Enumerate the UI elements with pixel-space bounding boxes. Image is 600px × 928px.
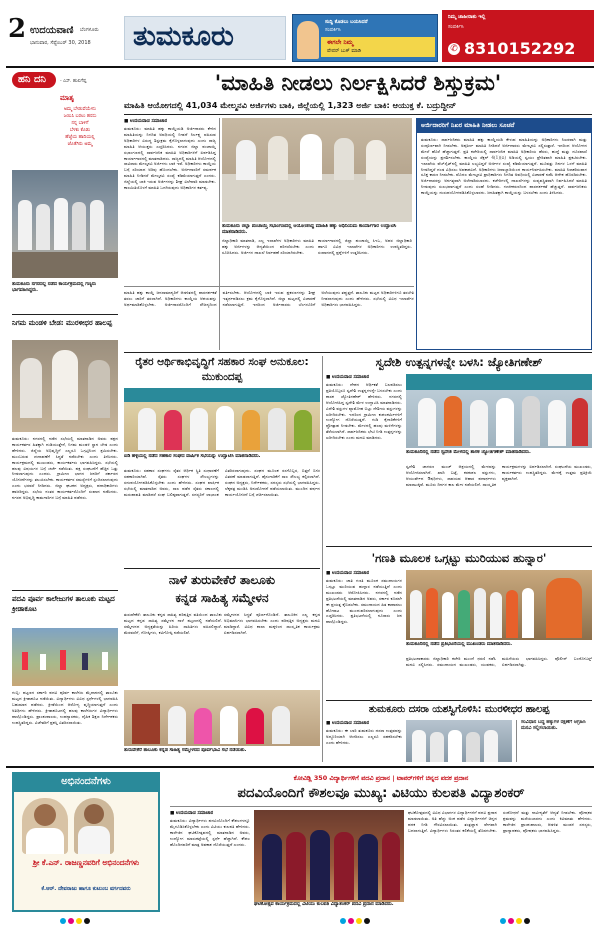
lead-photo xyxy=(222,118,412,222)
ad-phone-number: 8310152292 xyxy=(464,39,576,58)
swadeshi-body-1: ತುಮಕೂರು: ದೇಶದ ಆರ್ಥಿಕತೆ ಬಲಪಡಿಸಲು ಪ್ರತಿಯೊಬ್ಬರೂ ಸ್ವದೇಶಿ ಉತ್ಪನ್ನಗಳನ್ನೇ ಬಳಸಬೇಕು ಎಂದು ಶಾಸಕ ಜ್ಯೋತಿಗಣೇಶ್ ಹೇಳಿದರು. ನಗರದಲ್ಲಿ ಆಯೋಜಿಸಿದ್ದ ಸ್ವದೇಶಿ ಮೇಳ ಉದ್ಘಾಟಿಸಿ ಮಾತನಾಡಿದರು. ವಿದೇಶಿ ವಸ್ತುಗಳ ವ್ಯಾಮೋಹ ಬಿಟ್ಟು ದೇಶೀಯ ವಸ್ತುಗಳನ್ನು ಖರೀದಿಸಬೇಕು. ಇದರಿಂದ ಗ್ರಾಮೀಣ ಕುಶಲಕರ್ಮಿಗಳಿಗೆ ಉದ್ಯೋಗ ದೊರೆಯುತ್ತದೆ. ಗುಡಿ ಕೈಗಾರಿಕೆಗಳಿಗೆ ಪ್ರೋತ್ಸಾಹ ನೀಡಬೇಕು. ಮೇಳದಲ್ಲಿ ಹಲವು ಮಳಿಗೆಗಳನ್ನು ತೆರೆಯಲಾಗಿದೆ. ಸಾರ್ವಜನಿಕರು ಭೇಟಿ ನೀಡಿ ಉತ್ಪನ್ನಗಳನ್ನು ಖರೀದಿಸಬೇಕು ಎಂದು ಮನವಿ ಮಾಡಿದರು. xyxy=(326,382,402,441)
issue-date: ಭಾನುವಾರ, ಸೆಪ್ಟೆಂಬರ್ 30, 2018 xyxy=(30,40,91,46)
phone-icon: ✆ xyxy=(448,43,460,55)
farmers-headline-text: ರೈತರ ಆರ್ಥಿಕಾಭಿವೃದ್ಧಿಗೆ ಸಹಕಾರ ಸಂಘ ಅನುಕೂಲ: ಮುಕುಂದಪ್ಪ xyxy=(135,356,309,383)
ad1-line3: ಈಗಲೇ ನಿಮ್ಮ xyxy=(327,39,354,46)
lead-lower-body: ಮಾಹಿತಿ ಹಕ್ಕು ಕಾಯ್ದೆ ಜನಸಾಮಾನ್ಯರಿಗೆ ಆಡಳಿತದಲ್ಲಿ ಪಾರದರ್ಶಕತೆ ತರಲು ಜಾರಿಗೆ ತರಲಾಗಿದೆ. ಅಧಿಕಾರಿಗಳು ಕಾಯ್ದೆಯ ಆಶಯವನ್ನು ಅರ್ಥಮಾಡಿಕೊಳ್ಳಬೇಕು. ಅರ್ಜಿದಾರರೊಂದಿಗೆ ಸೌಜನ್ಯದಿಂದ ವರ್ತಿಸಬೇಕು. ಆಯೋಗದಲ್ಲಿ ಬಾಕಿ ಇರುವ ಪ್ರಕರಣಗಳನ್ನು ಶೀಘ್ರ ಇತ್ಯರ್ಥಪಡಿಸಲು ಕ್ರಮ ಕೈಗೊಳ್ಳಲಾಗಿದೆ. ಜಿಲ್ಲಾ ಮಟ್ಟದಲ್ಲಿ ವಿಚಾರಣೆ ನಡೆಸಲಾಗುತ್ತಿದೆ. ಇದರಿಂದ ಅರ್ಜಿದಾರರು ಬೆಂಗಳೂರಿಗೆ ಅಲೆಯುವುದು ತಪ್ಪುತ್ತದೆ. ತಾಲೂಕು ಮಟ್ಟದ ಅಧಿಕಾರಿಗಳಿಗೂ ತರಬೇತಿ ನೀಡಲಾಗುವುದು ಎಂದು ಹೇಳಿದರು. ಸಭೆಯಲ್ಲಿ ವಿವಿಧ ಇಲಾಖೆಗಳ ಅಧಿಕಾರಿಗಳು ಭಾಗವಹಿಸಿದ್ದರು. xyxy=(124,290,414,307)
swadeshi-photo xyxy=(406,374,592,448)
city-title: ತುಮಕೂರು xyxy=(133,21,234,52)
ganati-headline: 'ಗಣತಿ ಮೂಲಕ ಒಗ್ಗಟ್ಟು ಮುರಿಯುವ ಹುನ್ನಾರ' xyxy=(371,551,547,565)
footer-top-rule xyxy=(6,766,594,768)
poem-lines xyxy=(42,106,118,148)
abhinandane-name: ಶ್ರೀ ಕೆ.ಎನ್. ರಾಜಣ್ಣನವರಿಗೆ ಅಭಿನಂದನೆಗಳು xyxy=(32,858,140,867)
dasara-sidebar-text: ಸಂವಿಧಾನ ಬದ್ಧ ಹಕ್ಕುಗಳ ರಕ್ಷಣೆಗೆ ಆಗ್ರಹಿಸಿ ಮನವಿ ಸಲ್ಲಿಸಲಾಯಿತು. xyxy=(521,720,586,731)
lead-body-col2: ಜಿಲ್ಲಾಧಿಕಾರಿ ಮಾತನಾಡಿ, ಎಲ್ಲ ಇಲಾಖೆಗಳ ಅಧಿಕಾರಿಗಳು ಮಾಹಿತಿ ಹಕ್ಕು ಅರ್ಜಿಗಳನ್ನು ಆದ್ಯತೆಯಿಂದ ಪರಿಗಣಿಸಬೇಕು ಎಂದು ಸೂಚಿಸಿದರು. ಅರ್ಜಿಗಳ ದಾಖಲೆ ನಿರ್ವಹಣೆ ಸರಿಯಾಗಿರಬೇಕು. xyxy=(222,238,314,255)
left-rule xyxy=(12,314,118,315)
lead-photo-caption: ತುಮಕೂರು ಜಿಲ್ಲಾ ಪಂಚಾಯ್ತಿ ಸಭಾಂಗಣದಲ್ಲಿ ಆಯೋಜಿಸಿದ್ದ ಮಾಹಿತಿ ಹಕ್ಕು ಅಧಿನಿಯಮ ಕಾರ್ಯಾಗಾರ ಉದ್ಘಾಟಿಸಿ ಮಾತನಾಡಿದರು. xyxy=(222,224,397,235)
lead-boxed-story xyxy=(416,118,592,350)
registration-marks-left xyxy=(60,918,90,924)
abhinandane-banner: ಅಭಿನಂದನೆಗಳು xyxy=(61,776,111,787)
sahitya-headline-l1: ನಾಳೆ ತುರುವೇಕೆರೆ ತಾಲೂಕು xyxy=(168,573,276,587)
registration-marks-right xyxy=(500,918,530,924)
footer-headline: ಪದವಿಯೊಂದಿಗೆ ಕೌಶಲವೂ ಮುಖ್ಯ: ವಿಟಿಯು ಕುಲಪತಿ ವಿದ್ಯಾಶಂಕರ್ xyxy=(237,786,525,801)
footer-photo xyxy=(254,810,404,902)
abhinandane-portrait xyxy=(22,798,68,854)
city-title-box xyxy=(124,16,286,60)
hani-dani-box xyxy=(12,70,118,170)
section-rule-3 xyxy=(326,700,592,701)
poem-line: ಜಯಿಸಿ ಬರಲು ಹರಸು xyxy=(63,114,97,119)
lead-body-col3: ಕಾರ್ಯಾಗಾರದಲ್ಲಿ ಜಿಲ್ಲಾ ಪಂಚಾಯ್ತಿ ಸಿಇಒ, ಅಪರ ಜಿಲ್ಲಾಧಿಕಾರಿ ಹಾಗೂ ವಿವಿಧ ಇಲಾಖೆಗಳ ಅಧಿಕಾರಿಗಳು ಉಪಸ್ಥಿತರಿದ್ದರು. ಸಂವಾದದಲ್ಲಿ ಪ್ರಶ್ನೆಗಳಿಗೆ ಉತ್ತರಿಸಿದರು. xyxy=(318,238,412,255)
sahitya-headline-l2: ಕನ್ನಡ ಸಾಹಿತ್ಯ ಸಮ್ಮೇಳನ xyxy=(175,591,269,605)
left-photo-1 xyxy=(12,170,118,278)
sahitya-body-2: ಸಮ್ಮೇಳನದ ಸಿದ್ಧತೆ ಪೂರ್ಣಗೊಂಡಿದೆ. ತಾಲೂಕಿನ ಎಲ್ಲ ಕನ್ನಡ ಅಭಿಮಾನಿಗಳು ಭಾಗವಹಿಸಬೇಕು ಎಂದು ಪರಿಷತ್ತಿನ ಅಧ್ಯಕ್ಷರು ಮನವಿ ಮಾಡಿದ್ದಾರೆ. ವಿವಿಧ ಶಾಲಾ ಮಕ್ಕಳಿಂದ ಸಾಂಸ್ಕೃತಿಕ ಕಾರ್ಯಕ್ರಮ ಏರ್ಪಡಿಸಲಾಗಿದೆ. xyxy=(224,612,320,635)
lead-body-col1: ತುಮಕೂರು: ಮಾಹಿತಿ ಹಕ್ಕು ಕಾಯ್ದೆಯಡಿ ಅರ್ಜಿದಾರರು ಕೇಳಿದ ಮಾಹಿತಿಯನ್ನು ನಿಗದಿತ ಅವಧಿಯಲ್ಲಿ ನೀಡದೆ ನಿರ್ಲಕ್ಷ್ಯ ವಹಿಸುವ ಅಧಿಕಾರಿಗಳ ವಿರುದ್ಧ ಶಿಸ್ತುಕ್ರಮ ಕೈಗೊಳ್ಳಲಾಗುವುದು ಎಂದು ರಾಜ್ಯ ಮಾಹಿತಿ ಆಯುಕ್ತರು ಎಚ್ಚರಿಸಿದರು. ನಗರದ ಜಿಲ್ಲಾ ಪಂಚಾಯ್ತಿ ಸಭಾಂಗಣದಲ್ಲಿ ಸಾರ್ವಜನಿಕ ಮಾಹಿತಿ ಅಧಿಕಾರಿಗಳಿಗೆ ಏರ್ಪಡಿಸಿದ್ದ ಕಾರ್ಯಾಗಾರದಲ್ಲಿ ಮಾತನಾಡಿದರು. ರಾಜ್ಯದಲ್ಲಿ ಮಾಹಿತಿ ಆಯೋಗದಲ್ಲಿ ಸಾವಿರಾರು ಮೇಲ್ಮನವಿ ಅರ್ಜಿಗಳು ಬಾಕಿ ಇವೆ. ಅಧಿಕಾರಿಗಳು ಕಾಯ್ದೆಯ ಬಗ್ಗೆ ಸರಿಯಾದ ಅರಿವು ಹೊಂದಬೇಕು. ಅರ್ಜಿದಾರರಿಗೆ ಸಮರ್ಪಕ ಮಾಹಿತಿ ನೀಡಿದರೆ ಮೇಲ್ಮನವಿ ಸಂಖ್ಯೆ ಕಡಿಮೆಯಾಗುತ್ತದೆ ಎಂದರು. ಜಿಲ್ಲೆಯಲ್ಲಿ ಬಾಕಿ ಇರುವ ಅರ್ಜಿಗಳನ್ನು ಶೀಘ್ರ ವಿಲೇವಾರಿ ಮಾಡಬೇಕು. ಕಾಲಮಿತಿಯೊಳಗೆ ಮಾಹಿತಿ ಒದಗಿಸುವುದು ಅಧಿಕಾರಿಗಳ ಕರ್ತವ್ಯ. xyxy=(124,126,216,191)
dasara-photo xyxy=(406,720,512,762)
ad1-line1: ಸುದ್ದಿ ಕೊಡಲು ಬಯಸಿದರೆ xyxy=(325,19,368,25)
ad2-line2: ಸಂಪರ್ಕಿಸಿ xyxy=(448,24,464,30)
farmers-photo xyxy=(124,388,320,452)
ganati-body-1: ತುಮಕೂರು: ಜಾತಿ ಗಣತಿ ಮೂಲಕ ಸಮುದಾಯಗಳ ಒಗ್ಗಟ್ಟು ಮುರಿಯುವ ಹುನ್ನಾರ ನಡೆಯುತ್ತಿದೆ ಎಂದು ಮುಖಂಡರು ಆರೋಪಿಸಿದರು. ನಗರದಲ್ಲಿ ನಡೆದ ಪ್ರತಿಭಟನೆಯಲ್ಲಿ ಮಾತನಾಡಿದ ಅವರು, ಸರ್ಕಾರ ಕೂಡಲೇ ಈ ಪ್ರಯತ್ನ ಕೈಬಿಡಬೇಕು. ಸಮುದಾಯದ ಹಿತ ಕಾಪಾಡಲು ಹೋರಾಟ ಮುಂದುವರಿಸಲಾಗುವುದು ಎಂದು ಎಚ್ಚರಿಸಿದರು. ಪ್ರತಿಭಟನೆಯಲ್ಲಿ ನೂರಾರು ಜನ ಪಾಲ್ಗೊಂಡಿದ್ದರು. xyxy=(326,578,402,625)
ad-person-figure xyxy=(297,21,319,59)
sahitya-body-1: ತುರುವೇಕೆರೆ: ತಾಲೂಕು ಕನ್ನಡ ಸಾಹಿತ್ಯ ಪರಿಷತ್ತಿನ ವತಿಯಿಂದ ತಾಲೂಕು ಮಟ್ಟದ ಕನ್ನಡ ಸಾಹಿತ್ಯ ಸಮ್ಮೇಳನ ನಾಳೆ ಪಟ್ಟಣದಲ್ಲಿ ನಡೆಯಲಿದೆ. ಸಮ್ಮೇಳನದ ಅಧ್ಯಕ್ಷತೆಯನ್ನು ಹಿರಿಯ ಸಾಹಿತಿಗಳು ವಹಿಸಲಿದ್ದಾರೆ. ಮೆರವಣಿಗೆ, ಗೋಷ್ಠಿಗಳು, ಕವಿಗೋಷ್ಠಿ ನಡೆಯಲಿವೆ. xyxy=(124,612,222,635)
section-rule-2 xyxy=(124,568,320,569)
masthead-ad-contact xyxy=(442,10,594,62)
ganati-photo xyxy=(406,570,592,640)
poem-line: ಜೊತೆಗಿರು ಅಮ್ಮ xyxy=(67,142,93,147)
swadeshi-body-2: ಸ್ವದೇಶಿ ಜಾಗರಣ ಮಂಚ್ ಆಶ್ರಯದಲ್ಲಿ ಮೇಳವನ್ನು ಆಯೋಜಿಸಲಾಗಿದೆ. ಖಾದಿ ಬಟ್ಟೆ, ಕರಕುಶಲ ವಸ್ತುಗಳು, ಆಯುರ್ವೇದ ಔಷಧಿಗಳು, ಸಾವಯವ ಆಹಾರ ಪದಾರ್ಥಗಳು ಮಾರಾಟಕ್ಕಿವೆ. ಮೂರು ದಿನಗಳ ಕಾಲ ಮೇಳ ನಡೆಯಲಿದೆ. ಸಾಂಸ್ಕೃತಿಕ ಕಾರ್ಯಕ್ರಮಗಳನ್ನು ಏರ್ಪಡಿಸಲಾಗಿದೆ. ಸಂಘಟನೆಯ ಮುಖಂಡರು, ಕಾರ್ಯಕರ್ತರು ಉಪಸ್ಥಿತರಿದ್ದರು. ಮೇಳಕ್ಕೆ ಉತ್ತಮ ಪ್ರತಿಕ್ರಿಯೆ ವ್ಯಕ್ತವಾಗಿದೆ. xyxy=(406,464,592,487)
dasara-body-1: ತುಮಕೂರು: ಈ ಬಾರಿ ತುಮಕೂರು ದಸರಾ ಉತ್ಸವವನ್ನು ಅದ್ದೂರಿಯಾಗಿ ಆಚರಿಸಲು ಎಲ್ಲರೂ ಸಹಕರಿಸಬೇಕು ಎಂದು ಹೇಳಿದರು. xyxy=(326,728,402,745)
farmers-headline xyxy=(124,355,320,385)
ad1-line4: ಪೇಪರ್ ಬುಕ್ ಮಾಡಿ xyxy=(327,48,362,54)
left-story2-headline xyxy=(12,594,118,614)
masthead xyxy=(0,0,600,66)
section-rule-2b xyxy=(326,546,592,547)
sahitya-photo xyxy=(124,690,320,746)
boxed-headline: ಅರ್ಜಿದಾರರಿಗೆ ನಿಖರ ಮಾಹಿತಿ ನೀಡಲು ಸೂಚನೆ xyxy=(421,122,515,129)
lead-lower-rule xyxy=(124,286,414,287)
poem-line: ಅಮ್ಮ ಬೇಡುವೆಯೇನು xyxy=(63,107,97,112)
center-col-rule-2 xyxy=(322,548,323,762)
section-rule-1 xyxy=(124,352,592,353)
poem-title: ಮಾತೃ xyxy=(60,94,75,102)
boxed-body: ತುಮಕೂರು: ಸಾರ್ವಜನಿಕರು ಮಾಹಿತಿ ಹಕ್ಕು ಕಾಯ್ದೆಯಡಿ ಕೇಳುವ ಮಾಹಿತಿಯನ್ನು ಅಧಿಕಾರಿಗಳು ನಿಖರವಾಗಿ ಮತ್ತು ಸಂಪೂರ್ಣವಾಗಿ ನೀಡಬೇಕು. ಅಪೂರ್ಣ ಮಾಹಿತಿ ನೀಡಿದರೆ ಅರ್ಜಿದಾರರು ಮೇಲ್ಮನವಿ ಸಲ್ಲಿಸುತ್ತಾರೆ. ಇದರಿಂದ ಆಯೋಗದ ಮೇಲೆ ಹೊರೆ ಹೆಚ್ಚಾಗುತ್ತದೆ. ಪ್ರತಿ ಕಚೇರಿಯಲ್ಲಿ ಸಾರ್ವಜನಿಕ ಮಾಹಿತಿ ಅಧಿಕಾರಿಯ ಹೆಸರು, ಹುದ್ದೆ ಮತ್ತು ದೂರವಾಣಿ ಸಂಖ್ಯೆಯನ್ನು ಪ್ರದರ್ಶಿಸಬೇಕು. ಕಾಯ್ದೆಯ ಸೆಕ್ಷನ್ 4(1)(ಬಿ) ಅಡಿಯಲ್ಲಿ ಸ್ವಯಂ ಪ್ರೇರಿತವಾಗಿ ಮಾಹಿತಿ ಪ್ರಕಟಿಸಬೇಕು. ಇಲಾಖೆಯ ವೆಬ್‌ಸೈಟ್‌ನಲ್ಲಿ ಮಾಹಿತಿ ಲಭ್ಯವಿದ್ದರೆ ಅರ್ಜಿಗಳ ಸಂಖ್ಯೆ ಕಡಿಮೆಯಾಗುತ್ತದೆ. ಮೂವತ್ತು ದಿನಗಳ ಒಳಗೆ ಮಾಹಿತಿ ನೀಡದಿದ್ದರೆ ದಂಡ ವಿಧಿಸಲು ಅವಕಾಶವಿದೆ. ಅಧಿಕಾರಿಗಳು ಜವಾಬ್ದಾರಿಯಿಂದ ಕಾರ್ಯನಿರ್ವಹಿಸಬೇಕು. ಮಾಹಿತಿ ನಿರಾಕರಿಸುವಾಗ ಸೂಕ್ತ ಕಾರಣ ನೀಡಬೇಕು. ಮೊದಲ ಮೇಲ್ಮನವಿ ಪ್ರಾಧಿಕಾರಿಗಳು ನಿಗದಿತ ಅವಧಿಯಲ್ಲಿ ವಿಚಾರಣೆ ನಡೆಸಿ ಆದೇಶ ಹೊರಡಿಸಬೇಕು. ಅರ್ಜಿದಾರರನ್ನು ಅನಗತ್ಯವಾಗಿ ಅಲೆದಾಡಿಸಬಾರದು. ಕಚೇರಿಗಳಲ್ಲಿ ದಾಖಲೆಗಳನ್ನು ಸುವ್ಯವಸ್ಥಿತವಾಗಿ ನಿರ್ವಹಿಸಿದರೆ ಮಾಹಿತಿ ನೀಡುವುದು ಸುಲಭವಾಗುತ್ತದೆ ಎಂದು ಸಲಹೆ ನೀಡಿದರು. ಗಣಕೀಕರಣದಿಂದ ಪಾರದರ್ಶಕತೆ ಹೆಚ್ಚುತ್ತದೆ. ಸಾರ್ವಜನಿಕರು ಕಾಯ್ದೆಯನ್ನು ದುರುಪಯೋಗಪಡಿಸಿಕೊಳ್ಳಬಾರದು. ಜನಹಿತಕ್ಕಾಗಿ ಕಾಯ್ದೆಯನ್ನು ಬಳಸಬೇಕು ಎಂದು ತಿಳಿಸಿದರು. xyxy=(421,137,587,196)
swadeshi-byline: ■ ಉದಯವಾಣಿ ಸಮಾಚಾರ xyxy=(326,375,370,380)
left-photo-3 xyxy=(12,628,118,686)
abhinandane-ad xyxy=(12,772,160,912)
left-story2-headline-text: ಪದವಿ ಪೂರ್ವ ಕಾಲೇಜುಗಳ ತಾಲೂಕು ಮಟ್ಟದ ಕ್ರೀಡಾಕೂಟ xyxy=(12,595,115,613)
left-story1-body: ತುಮಕೂರು: ನಗರದಲ್ಲಿ ನಡೆದ ಸಭೆಯಲ್ಲಿ ಮಾತನಾಡಿದ ಅವರು ಪಕ್ಷದ ಕಾರ್ಯಕರ್ತರ ಹಿತಕ್ಕಾಗಿ ದುಡಿಯುತ್ತೇನೆ, ನಿಗಮ ಮಂಡಳಿ ಸ್ಥಾನ ಬೇಡ ಎಂದು ಹೇಳಿದರು. ಜಿಲ್ಲೆಯ ಅಭಿವೃದ್ಧಿಗೆ ಎಲ್ಲರೂ ಒಗ್ಗಟ್ಟಿನಿಂದ ಶ್ರಮಿಸಬೇಕು. ಮುಂಬರುವ ಚುನಾವಣೆಗೆ ಸಿದ್ಧತೆ ನಡೆಸಬೇಕು ಎಂದು ತಿಳಿಸಿದರು. ಕಾರ್ಯಕ್ರಮದಲ್ಲಿ ಮುಖಂಡರು, ಕಾರ್ಯಕರ್ತರು ಭಾಗವಹಿಸಿದ್ದರು. ಸಭೆಯಲ್ಲಿ ಹಲವು ವಿಷಯಗಳ ಬಗ್ಗೆ ಚರ್ಚೆ ನಡೆಯಿತು. ಪಕ್ಷ ಸಂಘಟನೆಗೆ ಹೆಚ್ಚಿನ ಒತ್ತು ನೀಡಲಾಗುವುದು ಎಂದರು. ಗ್ರಾಮೀಣ ಭಾಗದ ಜನರಿಗೆ ಸರ್ಕಾರದ ಯೋಜನೆಗಳನ್ನು ತಲುಪಿಸಬೇಕು. ಕಾರ್ಯಕರ್ತರ ಸಮಸ್ಯೆಗಳಿಗೆ ಸ್ಪಂದಿಸಲಾಗುವುದು ಎಂದು ಭರವಸೆ ನೀಡಿದರು. ಜಿಲ್ಲಾ ಘಟಕದ ಅಧ್ಯಕ್ಷರು, ಪದಾಧಿಕಾರಿಗಳು ಹಾಜರಿದ್ದರು. ಸಭೆಯ ನಂತರ ಕಾರ್ಯಕರ್ತರೊಂದಿಗೆ ಸಂವಾದ ನಡೆಸಿದರು. ನಗರದ ಅಭಿವೃದ್ಧಿ ಕಾಮಗಾರಿಗಳ ಬಗ್ಗೆ ಮಾಹಿತಿ ಪಡೆದರು. xyxy=(12,436,118,501)
footer-photo-caption: ಘಟಿಕೋತ್ಸವ ಕಾರ್ಯಕ್ರಮದಲ್ಲಿ ವಿಟಿಯು ಕುಲಪತಿ ವಿದ್ಯಾಶಂಕರ್ ಪದವಿ ಪ್ರದಾನ ಮಾಡಿದರು. xyxy=(254,902,394,907)
lead-byline: ■ ಉದಯವಾಣಿ ಸಮಾಚಾರ xyxy=(124,119,168,124)
left-rule-2 xyxy=(12,590,118,591)
abhinandane-footer-text: ಕೆ.ಆರ್. ದೇವರಾಜು ಹಾಗೂ ಕುಟುಂಬ ವರ್ಗದವರು xyxy=(41,886,131,892)
swadeshi-caption: ತುಮಕೂರಿನಲ್ಲಿ ನಡೆದ ಸ್ವದೇಶಿ ಮೇಳದಲ್ಲಿ ಶಾಸಕ ಜ್ಯೋತಿಗಣೇಶ್ ಮಾತನಾಡಿದರು. xyxy=(406,450,531,455)
dasara-sidebar-box xyxy=(516,720,592,762)
left-story1-headline-text: ನಿಗಮ ಮಂಡಳಿ ಬೇಡ: ಮುರಳೀಧರ ಹಾಲಪ್ಪ xyxy=(12,319,112,327)
page-number: 2 xyxy=(8,14,27,44)
footer-body-1: ತುಮಕೂರು: ವಿದ್ಯಾರ್ಥಿಗಳು ಪದವಿಯೊಂದಿಗೆ ಕೌಶಲಗಳನ್ನೂ ಮೈಗೂಡಿಸಿಕೊಳ್ಳಬೇಕು ಎಂದು ವಿಟಿಯು ಕುಲಪತಿ ಹೇಳಿದರು. ಕಾಲೇಜಿನ ಘಟಿಕೋತ್ಸವದಲ್ಲಿ ಮಾತನಾಡಿದ ಅವರು, ಉದ್ಯೋಗ ಮಾರುಕಟ್ಟೆಯಲ್ಲಿ ಸ್ಪರ್ಧೆ ಹೆಚ್ಚಾಗಿದೆ. ಕೌಶಲ ಹೊಂದಿದವರಿಗೆ ಮಾತ್ರ ಅವಕಾಶ ದೊರೆಯುತ್ತದೆ ಎಂದರು. xyxy=(170,818,250,847)
left-story1-headline xyxy=(12,318,118,328)
sahitya-caption: ತುರುವೇಕೆರೆ ತಾಲೂಕು ಕನ್ನಡ ಸಾಹಿತ್ಯ ಸಮ್ಮೇಳನದ ಪೂರ್ವಭಾವಿ ಸಭೆ ನಡೆಯಿತು. xyxy=(124,748,247,753)
swadeshi-headline: ಸ್ವದೇಶಿ ಉತ್ಪನ್ನಗಳನ್ನೇ ಬಳಸಿ: ಜ್ಯೋತಿಗಣೇಶ್ xyxy=(375,355,543,369)
lead-rule xyxy=(124,114,592,115)
footer-headline-rule xyxy=(170,806,592,807)
farmers-caption: ಐಡಿ ಹಳ್ಳಿಯಲ್ಲಿ ನಡೆದ ಸಹಕಾರ ಸಂಘದ ವಾರ್ಷಿಕ ಸಭೆಯನ್ನು ಉದ್ಘಾಟಿಸಿ ಮಾತನಾಡಿದರು. xyxy=(124,454,261,459)
farmers-body: ತುಮಕೂರು: ಸಹಕಾರ ಸಂಘಗಳು ರೈತರ ಆರ್ಥಿಕ ಸ್ಥಿತಿ ಸುಧಾರಣೆಗೆ ಸಹಕಾರಿಯಾಗಿವೆ. ರೈತರು ಸಂಘಗಳ ಸೌಲಭ್ಯಗಳನ್ನು ಸದುಪಯೋಗಪಡಿಸಿಕೊಳ್ಳಬೇಕು ಎಂದು ಹೇಳಿದರು. ಸಂಘದ ವಾರ್ಷಿಕ ಸಭೆಯಲ್ಲಿ ಮಾತನಾಡಿದ ಅವರು, ಸಾಲ ಪಡೆದ ರೈತರು ಸಕಾಲದಲ್ಲಿ ಮರುಪಾವತಿ ಮಾಡಿದರೆ ಸಂಘ ಬಲಿಷ್ಠವಾಗುತ್ತದೆ. ಸದಸ್ಯರಿಗೆ ಲಾಭಾಂಶ ವಿತರಿಸಲಾಗುವುದು. ಸಂಘದ ಮೂಲಕ ರಸಗೊಬ್ಬರ, ಬಿತ್ತನೆ ಬೀಜ ವಿತರಣೆ ಮಾಡಲಾಗುತ್ತಿದೆ. ಹೈನುಗಾರಿಕೆಗೆ ಸಾಲ ಸೌಲಭ್ಯ ಕಲ್ಪಿಸಲಾಗಿದೆ. ಸಂಘದ ಅಧ್ಯಕ್ಷರು, ನಿರ್ದೇಶಕರು, ಸದಸ್ಯರು ಸಭೆಯಲ್ಲಿ ಭಾಗವಹಿಸಿದ್ದರು. ಲೆಕ್ಕಪತ್ರ ಮಂಡಿಸಿ ಅನುಮೋದನೆ ಪಡೆಯಲಾಯಿತು. ಮುಂದಿನ ವರ್ಷದ ಕಾರ್ಯಯೋಜನೆ ಬಗ್ಗೆ ಚರ್ಚಿಸಲಾಯಿತು. xyxy=(124,468,320,497)
edition-label: ಬೆಂಗಳೂರು xyxy=(80,27,99,33)
masthead-ad-newspaper xyxy=(292,14,438,62)
poem-line: ಹೆಜ್ಜೆಯ ಹಾದಿಯಲ್ಲಿ xyxy=(65,135,95,140)
footer-kicker: ಕೋವಿಡ್ಲಿ 350 ವಿದ್ಯಾರ್ಥಿಗಳಿಗೆ ಪದವಿ ಪ್ರದಾನ | ಟಾಪರ್‌ಗಳಿಗೆ ಚಿನ್ನದ ಪದಕ ಪ್ರದಾನ xyxy=(293,774,469,782)
abhinandane-portrait-2 xyxy=(74,798,114,854)
lead-headline: 'ಮಾಹಿತಿ ನೀಡಲು ನಿರ್ಲಕ್ಷಿಸಿದರೆ ಶಿಸ್ತುಕ್ರಮ' xyxy=(214,71,502,95)
paper-name: ಉದಯವಾಣಿ xyxy=(30,25,74,36)
hani-dani-title: ಹನಿ ದನಿ xyxy=(18,74,46,85)
ganati-byline: ■ ಉದಯವಾಣಿ ಸಮಾಚಾರ xyxy=(326,571,370,576)
lead-deck: ಮಾಹಿತಿ ಆಯೋಗದಲ್ಲಿ 41,034 ಮೇಲ್ಮನವಿ ಅರ್ಜಿಗಳು ಬಾಕಿ, ಜಿಲ್ಲೆಯಲ್ಲಿ 1,323 ಅರ್ಜಿ ಬಾಕಿ: ಆಯುಕ್ತ ಕೆ. ಬದ್ರುದ್ದೀನ್ xyxy=(124,100,457,110)
dasara-headline: ತುಮಕೂರು ದಸರಾ ಯಶಸ್ವಿಗೊಳಿಸಿ: ಮುರಳೀಧರ ಹಾಲಪ್ಪ xyxy=(368,704,550,715)
footer-byline: ■ ಉದಯವಾಣಿ ಸಮಾಚಾರ xyxy=(170,811,214,816)
registration-marks-center xyxy=(340,918,370,924)
ad1-line2: ಸಂಪರ್ಕಿಸಿ xyxy=(325,27,341,33)
left-photo-2 xyxy=(12,340,118,432)
poem-line: ಬೆಳಕು ಕೊಡು xyxy=(69,128,91,133)
poem-line: ನನ್ನ ಬಾಳಿಗೆ xyxy=(71,121,89,126)
footer-body-2: ಘಟಿಕೋತ್ಸವದಲ್ಲಿ ವಿವಿಧ ವಿಭಾಗಗಳ ವಿದ್ಯಾರ್ಥಿಗಳಿಗೆ ಪದವಿ ಪ್ರದಾನ ಮಾಡಲಾಯಿತು. ಅತಿ ಹೆಚ್ಚು ಅಂಕ ಪಡೆದ ವಿದ್ಯಾರ್ಥಿಗಳಿಗೆ ಚಿನ್ನದ ಪದಕ ನೀಡಿ ಗೌರವಿಸಲಾಯಿತು. ತಂತ್ರಜ್ಞಾನ ವೇಗವಾಗಿ ಬದಲಾಗುತ್ತಿದೆ. ವಿದ್ಯಾರ್ಥಿಗಳು ನಿರಂತರ ಕಲಿಕೆಯಲ್ಲಿ ತೊಡಗಬೇಕು. ಸಂಶೋಧನೆ ಮತ್ತು ನಾವೀನ್ಯತೆಗೆ ಆದ್ಯತೆ ನೀಡಬೇಕು. ಪೋಷಕರ ಶ್ರಮವನ್ನು ಮರೆಯಬಾರದು ಎಂದು ಕಿವಿಮಾತು ಹೇಳಿದರು. ಕಾಲೇಜಿನ ಪ್ರಾಂಶುಪಾಲರು, ಆಡಳಿತ ಮಂಡಳಿ ಸದಸ್ಯರು, ಪ್ರಾಧ್ಯಾಪಕರು, ಪೋಷಕರು ಭಾಗವಹಿಸಿದ್ದರು. xyxy=(408,810,592,833)
ganati-body-2: ಪ್ರತಿಭಟನಾಕಾರರು ಜಿಲ್ಲಾಧಿಕಾರಿ ಕಚೇರಿ ಮುಂದೆ ಧರಣಿ ನಡೆಸಿ ಮನವಿ ಸಲ್ಲಿಸಿದರು. ಸಮುದಾಯದ ಮುಖಂಡರು, ಯುವಕರು, ಮಹಿಳೆಯರು ಭಾಗವಹಿಸಿದ್ದರು. ಪೊಲೀಸ್ ಬಂದೋಬಸ್ತ್ ಏರ್ಪಡಿಸಲಾಗಿತ್ತು. xyxy=(406,656,592,667)
left-photo-1-caption: ತುಮಕೂರು ನಗರದಲ್ಲಿ ನಡೆದ ಕಾರ್ಯಕ್ರಮದಲ್ಲಿ ಗಣ್ಯರು ಭಾಗವಹಿಸಿದ್ದರು. xyxy=(12,282,96,293)
center-col-rule xyxy=(322,356,323,566)
ganati-caption: ತುಮಕೂರಿನಲ್ಲಿ ನಡೆದ ಪ್ರತಿಭಟನೆಯಲ್ಲಿ ಮುಖಂಡರು ಮಾತನಾಡಿದರು. xyxy=(406,642,513,647)
left-story2-body: ಗುಬ್ಬಿ: ಪಟ್ಟಣದ ಸರ್ಕಾರಿ ಪದವಿ ಪೂರ್ವ ಕಾಲೇಜು ಮೈದಾನದಲ್ಲಿ ತಾಲೂಕು ಮಟ್ಟದ ಕ್ರೀಡಾಕೂಟ ನಡೆಯಿತು. ವಿದ್ಯಾರ್ಥಿಗಳು ವಿವಿಧ ಸ್ಪರ್ಧೆಗಳಲ್ಲಿ ಭಾಗವಹಿಸಿ ಬಹುಮಾನ ಪಡೆದರು. ಕ್ರೀಡೆಯಿಂದ ಆರೋಗ್ಯ ವೃದ್ಧಿಯಾಗುತ್ತದೆ ಎಂದು ಅತಿಥಿಗಳು ಹೇಳಿದರು. ಕ್ರೀಡಾಕೂಟದಲ್ಲಿ ಹಲವು ಕಾಲೇಜುಗಳ ವಿದ್ಯಾರ್ಥಿಗಳು ಪಾಲ್ಗೊಂಡಿದ್ದರು. ಪ್ರಾಂಶುಪಾಲರು, ಉಪನ್ಯಾಸಕರು, ದೈಹಿಕ ಶಿಕ್ಷಣ ನಿರ್ದೇಶಕರು ಉಪಸ್ಥಿತರಿದ್ದರು. ವಿಜೇತರಿಗೆ ಪ್ರಶಸ್ತಿ ವಿತರಿಸಲಾಯಿತು. xyxy=(12,690,118,725)
dasara-byline: ■ ಉದಯವಾಣಿ ಸಮಾಚಾರ xyxy=(326,721,370,726)
ad2-line1: ನಿಮ್ಮ ಜಾಹೀರಾತು ಇಲ್ಲಿ xyxy=(448,14,486,20)
hani-dani-author: - ಎಸ್. ಹುಲಿಗೆಪ್ಪ xyxy=(60,79,87,84)
